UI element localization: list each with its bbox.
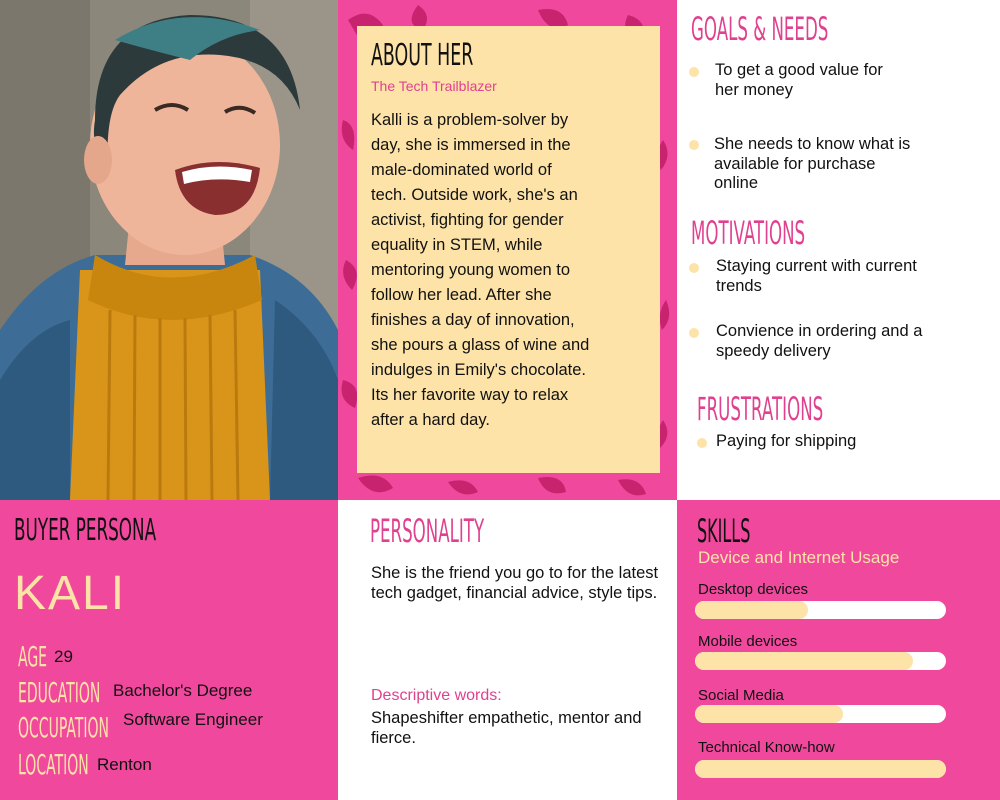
occupation-value: Software Engineer: [123, 710, 263, 729]
personality-heading: PERSONALITY: [370, 512, 485, 550]
bullet-icon: [697, 438, 707, 448]
bullet-icon: [689, 67, 699, 77]
skill-label: Desktop devices: [698, 581, 809, 598]
skills-panel: [677, 500, 1000, 800]
motivations-heading: MOTIVATIONS: [691, 214, 806, 252]
goals-column: [677, 0, 1000, 500]
skill-bar-fill: [695, 652, 913, 670]
motivation-item: Convience in ordering and a speedy delivery: [716, 322, 923, 360]
descriptive-words-label: Descriptive words:: [371, 687, 502, 704]
about-her-body: Kalli is a problem-solver by day, she is immersed in the male-dominated world of tech. Outside work, she's an activist, fighting for gender equality in STEM, while mentoring young women to follow her lead. After she finishes a day of innovation, she pours a glass of wine and indulges in Emily's chocolate. Its her favorite way to relax after a hard day.: [371, 111, 590, 429]
bullet-icon: [689, 328, 699, 338]
education-label: EDUCATION: [18, 676, 101, 709]
skill-label: Mobile devices: [698, 633, 798, 650]
buyer-persona-panel: [0, 500, 338, 800]
portrait-illustration: [0, 0, 338, 500]
motivation-item: Staying current with current trends: [716, 257, 917, 295]
about-her-card: [357, 26, 660, 473]
bullet-icon: [689, 263, 699, 273]
skill-bar: [695, 652, 946, 670]
frustration-item: Paying for shipping: [716, 432, 857, 450]
skill-label: Technical Know-how: [698, 739, 835, 756]
frustrations-heading: FRUSTRATIONS: [697, 390, 824, 428]
profile-photo: [0, 0, 338, 500]
education-value: Bachelor's Degree: [113, 681, 253, 700]
skill-bar: [695, 760, 946, 778]
skill-bar: [695, 705, 946, 723]
about-her-heading: ABOUT HER: [371, 38, 474, 73]
skill-bar-fill: [695, 760, 946, 778]
skills-heading: SKILLS: [697, 512, 751, 550]
skills-subtitle: Device and Internet Usage: [698, 548, 900, 567]
location-value: Renton: [97, 755, 152, 774]
personality-panel: [338, 500, 677, 800]
goals-needs-heading: GOALS & NEEDS: [691, 10, 829, 48]
goal-item: To get a good value for her money: [715, 61, 883, 99]
skill-bar-fill: [695, 601, 808, 619]
skill-bar: [695, 601, 946, 619]
buyer-persona-heading: BUYER PERSONA: [14, 513, 157, 548]
bullet-icon: [689, 140, 699, 150]
skill-bar-fill: [695, 705, 843, 723]
personality-body: She is the friend you go to for the latest tech gadget, financial advice, style tips.: [371, 564, 659, 602]
persona-name: KALI: [14, 567, 127, 620]
occupation-label: OCCUPATION: [18, 711, 110, 744]
goal-item: She needs to know what is available for purchase online: [714, 135, 911, 192]
location-label: LOCATION: [18, 748, 89, 781]
descriptive-words: Shapeshifter empathetic, mentor and fierce.: [371, 709, 642, 747]
about-her-subtitle: The Tech Trailblazer: [371, 78, 497, 94]
age-label: AGE: [18, 640, 48, 673]
age-value: 29: [54, 647, 73, 666]
skill-label: Social Media: [698, 687, 784, 704]
